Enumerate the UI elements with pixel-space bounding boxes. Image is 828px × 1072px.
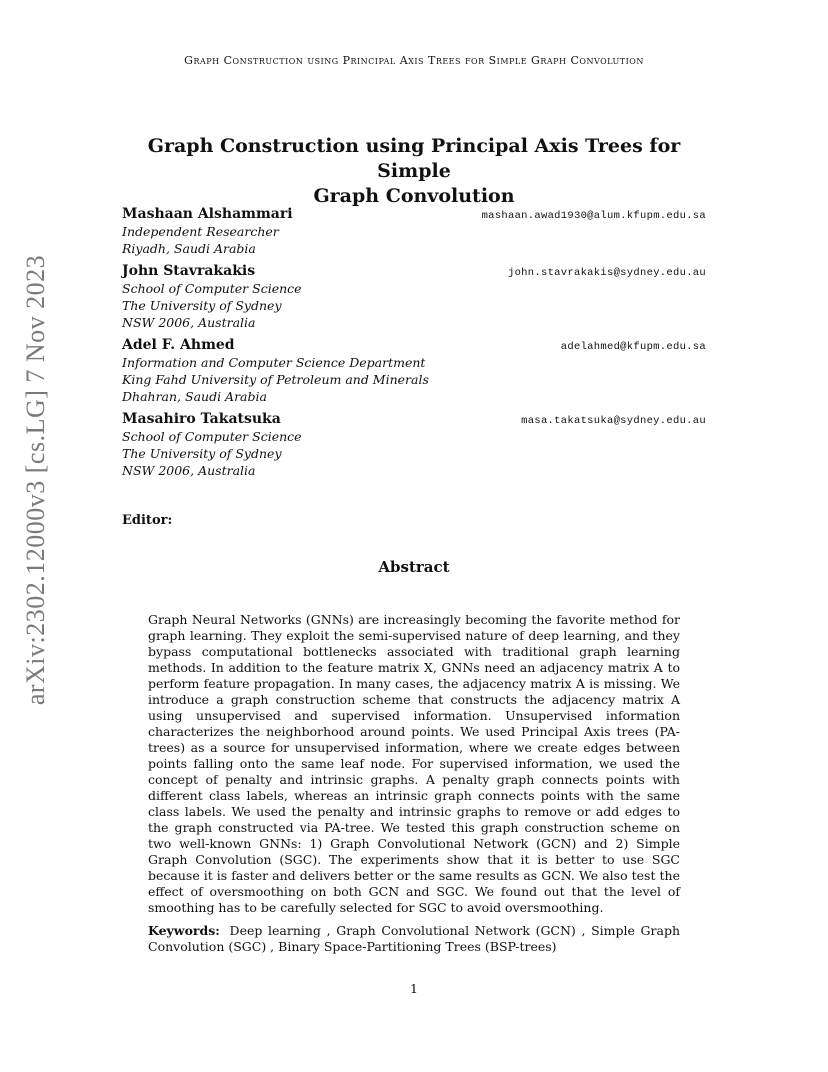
affiliation-line: School of Computer Science: [122, 281, 302, 296]
arxiv-identifier: arXiv:2302.12000v3 [cs.LG] 7 Nov 2023: [21, 254, 50, 706]
affiliation-line: School of Computer Science: [122, 429, 302, 444]
title-line: Graph Convolution: [313, 185, 515, 207]
author-email: mashaan.awad1930@alum.kfupm.edu.sa: [481, 210, 706, 222]
abstract-body: Graph Neural Networks (GNNs) are increasingly becoming the favorite method for graph learning. They exploit the semi-supervised nature of deep learning, and they bypass computational bottlenecks associated with traditional graph learning methods. In addition to the feature matrix X, GNNs need an adjacency matrix A to perform feature propagation. In many cases, the adjacency matrix A is missing. We introduce a graph construction scheme that constructs the adjacency matrix A using unsupervised and supervised information. Unsupervised information characterizes the neighborhood around points. We used Principal Axis trees (PA-trees) as a source for unsupervised information, where we create edges between points falling onto the same leaf node. For supervised information, we used the concept of penalty and intrinsic graphs. A penalty graph connects points with different class labels, whereas an intrinsic graph connects points with the same class labels. We used the penalty and intrinsic graphs to remove or add edges to the graph constructed via PA-tree. We tested this graph construction scheme on two well-known GNNs: 1) Graph Convolutional Network (GCN) and 2) Simple Graph Convolution (SGC). The experiments show that it is better to use SGC because it is faster and delivers better or the same results as GCN. We also test the effect of oversmoothing on both GCN and SGC. We found out that the level of smoothing has to be carefully selected for SGC to avoid oversmoothing.: [148, 612, 680, 915]
author-email: john.stavrakakis@sydney.edu.au: [507, 267, 706, 279]
paper-title: [122, 134, 706, 209]
author-list: [122, 206, 706, 485]
page-number: 1: [410, 981, 418, 996]
abstract-heading: Abstract: [378, 558, 450, 576]
author-block: [122, 206, 706, 257]
author-block: [122, 411, 706, 479]
running-head: Graph Construction using Principal Axis Trees for Simple Graph Convolution: [184, 54, 644, 67]
affiliation-line: Independent Researcher: [122, 224, 279, 239]
keywords-text: Deep learning , Graph Convolutional Network (GCN) , Simple Graph Convolution (SGC) , Binary Space-Partitioning Trees (BSP-trees): [148, 923, 680, 954]
author-email: masa.takatsuka@sydney.edu.au: [521, 415, 706, 427]
affiliation-line: The University of Sydney: [122, 298, 282, 313]
editor-label: Editor:: [122, 513, 173, 528]
author-email: adelahmed@kfupm.edu.sa: [560, 341, 706, 353]
title-line: Graph Construction using Principal Axis Trees for Simple: [147, 135, 681, 182]
author-block: [122, 263, 706, 331]
affiliation-line: NSW 2006, Australia: [122, 315, 256, 330]
author-name: Masahiro Takatsuka: [122, 411, 281, 427]
affiliation-line: Dhahran, Saudi Arabia: [122, 389, 267, 404]
author-name: Mashaan Alshammari: [122, 206, 293, 222]
affiliation-line: Riyadh, Saudi Arabia: [122, 241, 256, 256]
author-name: Adel F. Ahmed: [122, 337, 235, 353]
keywords: [148, 923, 680, 955]
affiliation-line: The University of Sydney: [122, 446, 282, 461]
affiliation-line: Information and Computer Science Department: [122, 355, 426, 370]
affiliation-line: NSW 2006, Australia: [122, 463, 256, 478]
author-name: John Stavrakakis: [122, 263, 256, 279]
keywords-label: Keywords:: [148, 923, 220, 938]
author-block: [122, 337, 706, 405]
affiliation-line: King Fahd University of Petroleum and Minerals: [122, 372, 429, 387]
